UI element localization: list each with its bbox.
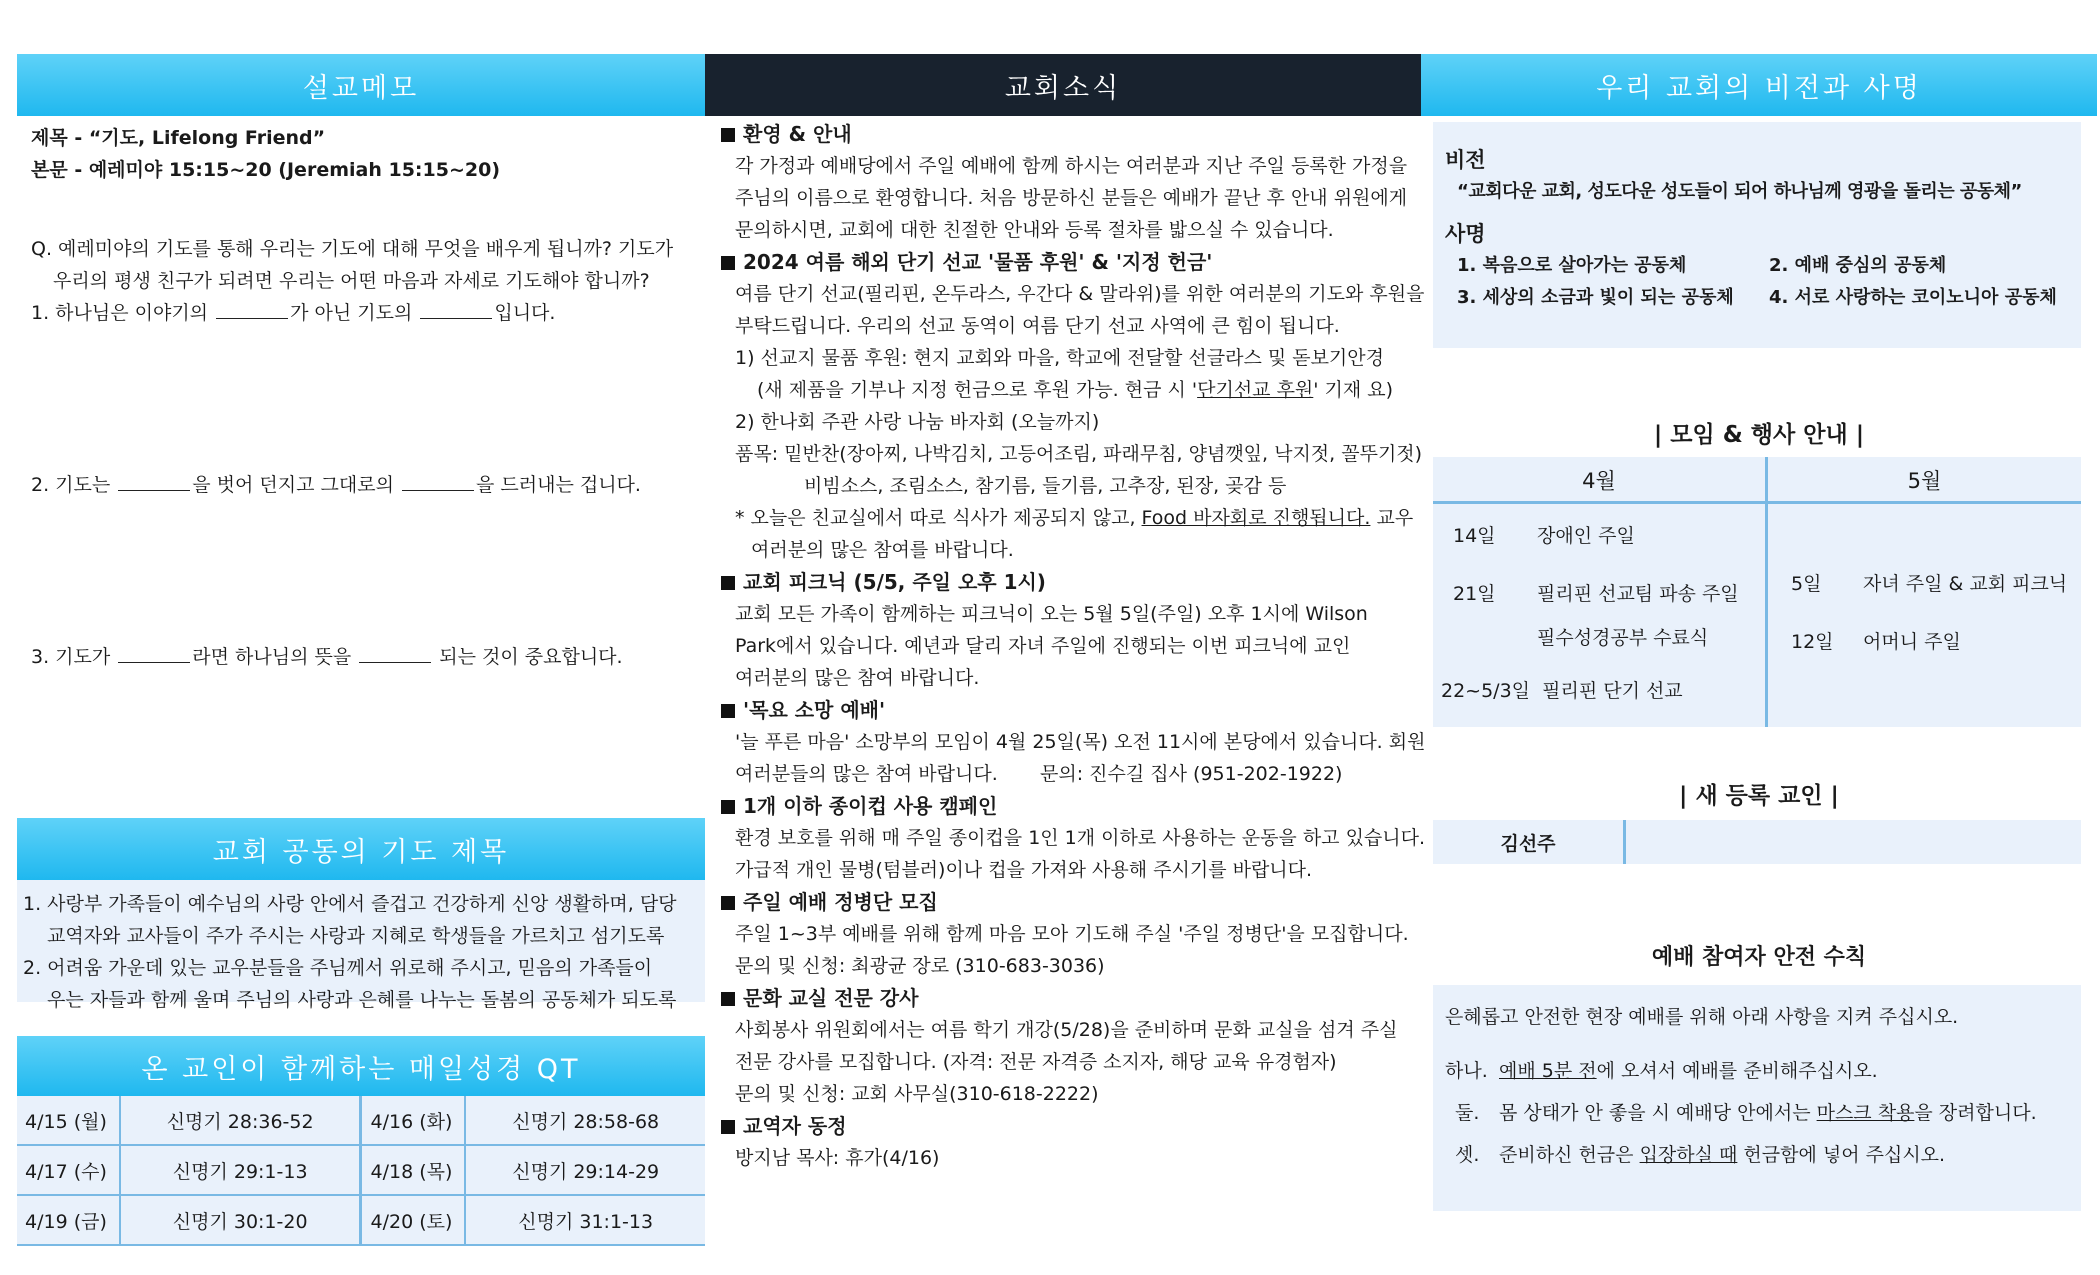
qt-date: 4/19 (금)	[17, 1195, 120, 1245]
news-text: 문의 및 신청: 최광균 장로 (310-683-3036)	[735, 955, 1105, 977]
prayer-item-1-line-1: 1. 사랑부 가족들이 예수님의 사랑 안에서 즐겁고 건강하게 신앙 생활하며, 담당	[23, 893, 677, 915]
news-prayer-team-title: 주일 예배 정병단 모집	[721, 886, 1421, 918]
prayer-list	[17, 880, 705, 1011]
news-culture-title: 문화 교실 전문 강사	[721, 982, 1421, 1014]
sermon-memo-body	[17, 116, 705, 673]
news-thursday-title: '목요 소망 예배'	[721, 694, 1421, 726]
april-header: 4월	[1582, 469, 1616, 493]
news-text: 여러분의 많은 참여 바랍니다.	[735, 667, 980, 689]
sermon-point-3: 3. 기도가 라면 하나님의 뜻을 되는 것이 중요합니다.	[31, 641, 705, 673]
news-welcome-title: 환영 & 안내	[721, 118, 1421, 150]
sermon-question-line-2: 우리의 평생 친구가 되려면 우리는 어떤 마음과 자세로 기도해야 합니까?	[53, 270, 650, 292]
vision-column	[1421, 54, 2097, 1211]
news-text: 여름 단기 선교(필리핀, 온두라스, 우간다 & 말라위)를 위한 여러분의 기도와 후원을	[735, 283, 1425, 305]
prayer-item-1-line-2: 교역자와 교사들이 주가 주시는 사랑과 지혜로 학생들을 가르치고 섬기도록	[47, 925, 665, 947]
events-title: | 모임 & 행사 안내 |	[1653, 422, 1865, 448]
news-staff-title: 교역자 동정	[721, 1110, 1421, 1142]
new-members-row	[1433, 820, 2081, 864]
event-date: 12일	[1791, 631, 1834, 653]
news-text: 사회봉사 위원회에서는 여름 학기 개강(5/28)을 준비하며 문화 교실을 섬겨 주실	[735, 1019, 1398, 1041]
news-picnic-title: 교회 피크닉 (5/5, 주일 오후 1시)	[721, 566, 1421, 598]
safety-rule-2: 둘. 몸 상태가 안 좋을 시 예배당 안에서는 마스크 착용을 장려합니다.	[1455, 1102, 2037, 1124]
qt-reading: 신명기 29:1-13	[120, 1145, 361, 1195]
vision-label: 비전	[1445, 148, 1486, 172]
mission-row	[1445, 282, 2081, 314]
news-papercup-title: 1개 이하 종이컵 사용 캠페인	[721, 790, 1421, 822]
mission-row	[1445, 250, 2081, 282]
news-text: 문의하시면, 교회에 대한 친절한 안내와 등록 절차를 밟으실 수 있습니다.	[735, 219, 1334, 241]
news-mission-title: 2024 여름 해외 단기 선교 '물품 후원' & '지정 헌금'	[721, 246, 1421, 278]
news-text: 주님의 이름으로 환영합니다. 처음 방문하신 분들은 예배가 끝난 후 안내 위원에게	[735, 187, 1408, 209]
sermon-point-2: 2. 기도는 을 벗어 던지고 그대로의 을 드러내는 겁니다.	[31, 469, 705, 501]
fill-blank[interactable]	[420, 298, 492, 319]
qt-reading: 신명기 30:1-20	[120, 1195, 361, 1245]
sermon-title: 제목 - “기도, Lifelong Friend”	[31, 127, 326, 149]
event-text: 어머니 주일	[1863, 631, 1961, 653]
qt-date: 4/15 (월)	[17, 1096, 120, 1145]
news-text: 비빔소스, 조림소스, 참기름, 들기름, 고추장, 된장, 곶감 등	[804, 475, 1287, 497]
qt-reading: 신명기 28:36-52	[120, 1096, 361, 1145]
news-text: (새 제품을 기부나 지정 헌금으로 후원 가능. 현금 시 '단기선교 후원' 기재 요)	[757, 379, 1394, 401]
fill-blank[interactable]	[359, 642, 431, 663]
news-text: 환경 보호를 위해 매 주일 종이컵을 1인 1개 이하로 사용하는 운동을 하고 있습니다.	[735, 827, 1426, 849]
news-text: 2) 한나회 주관 사랑 나눔 바자회 (오늘까지)	[735, 411, 1100, 433]
mission-item: 4. 서로 사랑하는 코이노니아 공동체	[1769, 287, 2057, 308]
sermon-point-1: 1. 하나님은 이야기의 가 아닌 기도의 입니다.	[31, 297, 705, 329]
safety-rule-3: 셋. 준비하신 헌금은 입장하실 때 헌금함에 넣어 주십시오.	[1455, 1144, 1946, 1166]
qt-reading: 신명기 28:58-68	[465, 1096, 705, 1145]
vision-statement: “교회다운 교회, 성도다운 성도들이 되어 하나님께 영광을 돌리는 공동체”	[1457, 181, 2022, 202]
fill-blank[interactable]	[216, 298, 288, 319]
news-text: 가급적 개인 물병(텀블러)이나 컵을 가져와 사용해 주시기를 바랍니다.	[735, 859, 1313, 881]
vision-box	[1433, 122, 2081, 348]
table-row	[17, 1145, 705, 1195]
bullet-square-icon	[721, 800, 735, 814]
news-text: 1) 선교지 물품 후원: 현지 교회와 마을, 학교에 전달할 선글라스 및 돋보기안경	[735, 347, 1384, 369]
mission-label: 사명	[1445, 222, 1486, 246]
qt-reading: 신명기 31:1-13	[465, 1195, 705, 1245]
table-row	[17, 1195, 705, 1245]
prayer-section	[17, 818, 705, 1011]
news-text: 문의 및 신청: 교회 사무실(310-618-2222)	[735, 1083, 1099, 1105]
vision-header: 우리 교회의 비전과 사명	[1421, 54, 2097, 116]
prayer-header: 교회 공동의 기도 제목	[17, 818, 705, 880]
mission-item: 1. 복음으로 살아가는 공동체	[1457, 255, 1687, 276]
news-text: 부탁드립니다. 우리의 선교 동역이 여름 단기 선교 사역에 큰 힘이 됩니다.	[735, 315, 1340, 337]
new-members-title: | 새 등록 교인 |	[1679, 783, 1839, 809]
bullet-square-icon	[721, 704, 735, 718]
sermon-scripture: 본문 - 예레미야 15:15~20 (Jeremiah 15:15~20)	[31, 159, 500, 181]
safety-box	[1433, 985, 2081, 1211]
safety-intro: 은혜롭고 안전한 현장 예배를 위해 아래 사항을 지켜 주십시오.	[1445, 1006, 1959, 1028]
event-text: 자녀 주일 & 교회 피크닉	[1863, 573, 2068, 595]
bullet-square-icon	[721, 256, 735, 270]
sermon-memo-header: 설교메모	[17, 54, 705, 116]
sermon-question-line-1: Q. 예레미야의 기도를 통해 우리는 기도에 대해 무엇을 배우게 됩니까? 기도가	[31, 238, 674, 260]
sermon-column	[17, 54, 705, 673]
event-text: 필수성경공부 수료식	[1537, 627, 1709, 649]
event-date: 14일	[1453, 525, 1496, 547]
bullet-square-icon	[721, 576, 735, 590]
qt-date: 4/18 (목)	[361, 1145, 465, 1195]
safety-title: 예배 참여자 안전 수칙	[1651, 945, 1867, 970]
new-member-name: 김선주	[1433, 820, 1623, 864]
qt-header: 온 교인이 함께하는 매일성경 QT	[17, 1036, 705, 1096]
event-date: 5일	[1791, 573, 1822, 595]
prayer-item-2-line-2: 우는 자들과 함께 울며 주님의 사랑과 은혜를 나누는 돌봄의 공동체가 되도록	[47, 989, 677, 1011]
column-divider	[1765, 457, 1768, 727]
safety-rule-1: 하나. 예배 5분 전에 오셔서 예배를 준비해주십시오.	[1445, 1060, 1878, 1082]
fill-blank[interactable]	[402, 470, 474, 491]
may-header: 5월	[1907, 469, 1942, 493]
event-date: 21일	[1453, 583, 1496, 605]
news-header: 교회소식	[705, 54, 1421, 116]
header-divider	[1433, 501, 2081, 504]
news-text: 전문 강사를 모집합니다. (자격: 전문 자격증 소지자, 해당 교육 유경험자)	[735, 1051, 1337, 1073]
news-text: 주일 1~3부 예배를 위해 함께 마음 모아 기도해 주실 '주일 정병단'을 모집합니다.	[735, 923, 1409, 945]
news-text: 교회 모든 가족이 함께하는 피크닉이 오는 5월 5일(주일) 오후 1시에 Wilson	[735, 603, 1368, 625]
bullet-square-icon	[721, 1120, 735, 1134]
bullet-square-icon	[721, 896, 735, 910]
qt-reading: 신명기 29:14-29	[465, 1145, 705, 1195]
new-member-empty	[1626, 820, 2081, 864]
news-text: 방지남 목사: 휴가(4/16)	[735, 1147, 940, 1169]
news-text: 각 가정과 예배당에서 주일 예배에 함께 하시는 여러분과 지난 주일 등록한 가정을	[735, 155, 1408, 177]
news-body	[705, 116, 1426, 1174]
event-text: 22~5/3일 필리핀 단기 선교	[1441, 680, 1683, 702]
prayer-item-2-line-1: 2. 어려움 가운데 있는 교우분들을 주님께서 위로해 주시고, 믿음의 가족들이	[23, 957, 653, 979]
qt-date: 4/17 (수)	[17, 1145, 120, 1195]
mission-item: 2. 예배 중심의 공동체	[1769, 255, 1947, 276]
table-row	[17, 1096, 705, 1145]
qt-table	[17, 1096, 705, 1246]
news-text: * 오늘은 친교실에서 따로 식사가 제공되지 않고, Food 바자회로 진행됩니다. 교우	[735, 507, 1414, 529]
news-column	[705, 54, 1426, 1174]
news-text: '늘 푸른 마음' 소망부의 모임이 4월 25일(목) 오전 11시에 본당에서 있습니다. 회원	[735, 731, 1426, 753]
qt-date: 4/20 (토)	[361, 1195, 465, 1245]
fill-blank[interactable]	[118, 642, 190, 663]
qt-section	[17, 1036, 705, 1246]
fill-blank[interactable]	[118, 470, 190, 491]
news-text: 여러분들의 많은 참여 바랍니다. 문의: 진수길 집사 (951-202-1922)	[735, 763, 1343, 785]
news-text: Park에서 있습니다. 예년과 달리 자녀 주일에 진행되는 이번 피크닉에 교인	[735, 635, 1351, 657]
mission-item: 3. 세상의 소금과 빛이 되는 공동체	[1457, 287, 1734, 308]
bullet-square-icon	[721, 992, 735, 1006]
event-text: 필리핀 선교팀 파송 주일	[1537, 583, 1739, 605]
bullet-square-icon	[721, 128, 735, 142]
qt-date: 4/16 (화)	[361, 1096, 465, 1145]
events-table	[1433, 457, 2081, 727]
news-text: 품목: 밑반찬(장아찌, 나박김치, 고등어조림, 파래무침, 양념깻잎, 낙지젓, 꼴뚜기젓)	[735, 443, 1423, 465]
event-text: 장애인 주일	[1537, 525, 1635, 547]
news-text: 여러분의 많은 참여를 바랍니다.	[751, 539, 1014, 561]
